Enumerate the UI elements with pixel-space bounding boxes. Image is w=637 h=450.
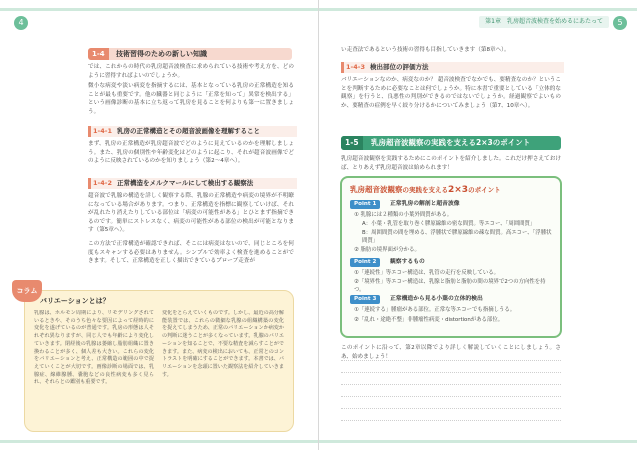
point-title: 正常乳房の解剖と超音波像 [390, 201, 460, 207]
points-box-title: 乳房超音波観察の実践を支える2×3のポイント [350, 185, 501, 195]
paragraph: 乳房超音波観察を実践するためにこのポイントを紹介しました。これだけ押さえておけば、とりあえず乳房超音波は始められます！ [341, 156, 561, 171]
column-text: 変化をとらえていくものです。しかし、最近の高分解能装置では、これらの微細な乳腺の組織構築の変化を捉えてしまうため、正常のバリエーションか病変かの判断に迷うことが多くなっています。乳腺のバリエーションを知ることで、不要な精査を減らすことができます。また、病変の検出においても、正常とのコントラストを明確にすることができます。本書では、バリエーションを念頭に置いた観察法を紹介していきます。 [162, 310, 284, 378]
point-label: Point 1 [350, 200, 380, 209]
subsection-number: 1-4-3 [346, 63, 365, 71]
point-text: ① 乳腺には２種類の小葉外間質がある。 [354, 212, 453, 218]
chapter-header: 第1章 乳房超音波検査を始めるにあたって [479, 16, 609, 28]
note-line [341, 396, 561, 397]
paragraph: この方法で正常構造が確認できれば、そこには病変はないので、同じところを何度もスキャンする必要はありません。シンプルで効率よく検査を進めることができます。そして、正常構造を正しく描出できているプローブ走査が [88, 241, 294, 265]
point-text: ② 脂肪の境界面が分かる。 [354, 247, 420, 253]
column-text: 乳腺は、ホルモン周期により、リモデリングされているときや、そのうち色々な要因によって経時的に変化を遂げているのが普通です。乳房の形態は人それぞれ異なりますが、同じ人でも年齢により変化していきます。閉経後の乳腺は萎縮し脂肪組織に置き換わることが多く、個人差も大きい。これらの変化をバリエーションと考え、正常構造の範囲の中で捉えていくことが大切です。画像診断の場面では、乳腺症、線維腺腫、嚢胞などの良性病変も多く見られ、それらとの鑑別も重要です。 [34, 310, 154, 386]
subsection-heading [341, 62, 564, 73]
point-text: ②「境界性」等エコー構造は、乳腺と脂肪と脂肪の間の境界で2つの方向性を持つ。 [354, 279, 546, 293]
paragraph: い走査法であるという技術の習得も目指していきます（第8章へ）。 [341, 47, 510, 53]
section-number: 1-4 [88, 48, 109, 60]
section-heading [341, 136, 561, 150]
subsection-number: 1-4-1 [93, 127, 112, 135]
point-text: B：周囲間質の間を埋める、浮腫状で膠原線維の疎な間質。高エコー、「浮腫状間質」 [362, 230, 552, 244]
subsection-heading [88, 126, 297, 137]
note-line [341, 384, 561, 385]
section-title: 技術習得のための新しい知識 [116, 50, 207, 58]
subsection-title: 正常構造をメルクマールにして検出する観察法 [117, 179, 254, 187]
top-band [0, 8, 318, 11]
note-line [341, 420, 561, 421]
section-heading [88, 48, 292, 60]
bottom-band [0, 440, 318, 443]
paragraph: バリエーションなのか、病変なのか？ 超音波検査でなかでも、要精査なのか？ということを判断するために必要なことは何でしょうか。特に本書で重要としている「立体的な観察」を行うと、良悪性の判別ができるのではないでしょうか。経過観察でよいものか、要精査の症例を早く絞り分けるかについてみましょう（第7、10章へ）。 [341, 77, 561, 109]
subsection-heading [88, 178, 297, 189]
point-title: 正常構造から見る小葉の立体的検出 [390, 296, 483, 302]
point-text: ②「乱れ・途絶不整」非腫瘤性病変・distortionがある部位。 [354, 317, 504, 323]
note-line [341, 372, 561, 373]
section-number: 1-5 [341, 136, 363, 150]
paragraph: このポイントに沿って、第2章以降でより詳しく解説していくことにしましょう。さあ、始めましょう！ [341, 345, 561, 360]
bottom-band [319, 440, 637, 443]
column-tag: コラム [12, 280, 42, 302]
point-text: A：小葉・乳管を取り巻く膠原線維の密な間質。等エコー、「周囲間質」 [362, 221, 536, 227]
paragraph: 微小な病変や淡い病変を指摘するには、基本となっている乳房の正常構造を知ることが最も重要です。他の臓器と同じように「正常を知って」異常を検出する」という画像診断の基本に立ち返って乳房を見ることを何よりも第一に置きましょう。 [88, 83, 294, 115]
paragraph: では、これからの時代の乳房超音波検査に求められている技術や考え方を、どのように習得すればよいのでしょうか。 [88, 64, 294, 79]
point-label: Point 3 [350, 295, 380, 304]
point-text: ①「連続性」等エコー構造は、乳管の走行を反映している。 [354, 270, 499, 276]
subsection-title: 乳房の正常構造とその超音波画像を理解すること [117, 127, 260, 135]
column-title: バリエーションとは？ [40, 297, 110, 305]
page-number: 5 [613, 16, 627, 30]
subsection-number: 1-4-2 [93, 179, 112, 187]
paragraph: 超音波で乳腺の構造を詳しく観察する際、乳腺の正常構造や病変の境界が不明瞭になっている場合があります。つまり、正常構造を指標に観察していけば、それが乱れたり消えたりしている部位は「病変の可能性がある」とひとまず指摘できるのです。簡単にストレスなく、病変の可能性がある部位の検出が可能となります（第5章へ）。 [88, 193, 294, 234]
note-line [341, 360, 561, 361]
page-number: 4 [14, 16, 28, 30]
subsection-title: 検出部位の評価方法 [370, 63, 429, 71]
note-line [341, 408, 561, 409]
section-title: 乳房超音波観察の実践を支える2×3のポイント [371, 138, 531, 147]
paragraph: まず、乳房の正常構造が乳房超音波でどのように見えているのかを理解しましょう。また、乳房の個別性や年齢変化はどのように起こり、それが超音波画像でどのように反映されているのかを知りましょう（第2〜4章へ）。 [88, 141, 294, 165]
point-text: ①「連続する」腫瘤がある部位。正常な等エコーでも指摘しうる。 [354, 307, 516, 313]
point-label: Point 2 [350, 258, 380, 267]
top-band [319, 8, 637, 11]
point-title: 観察するもの [390, 259, 425, 265]
